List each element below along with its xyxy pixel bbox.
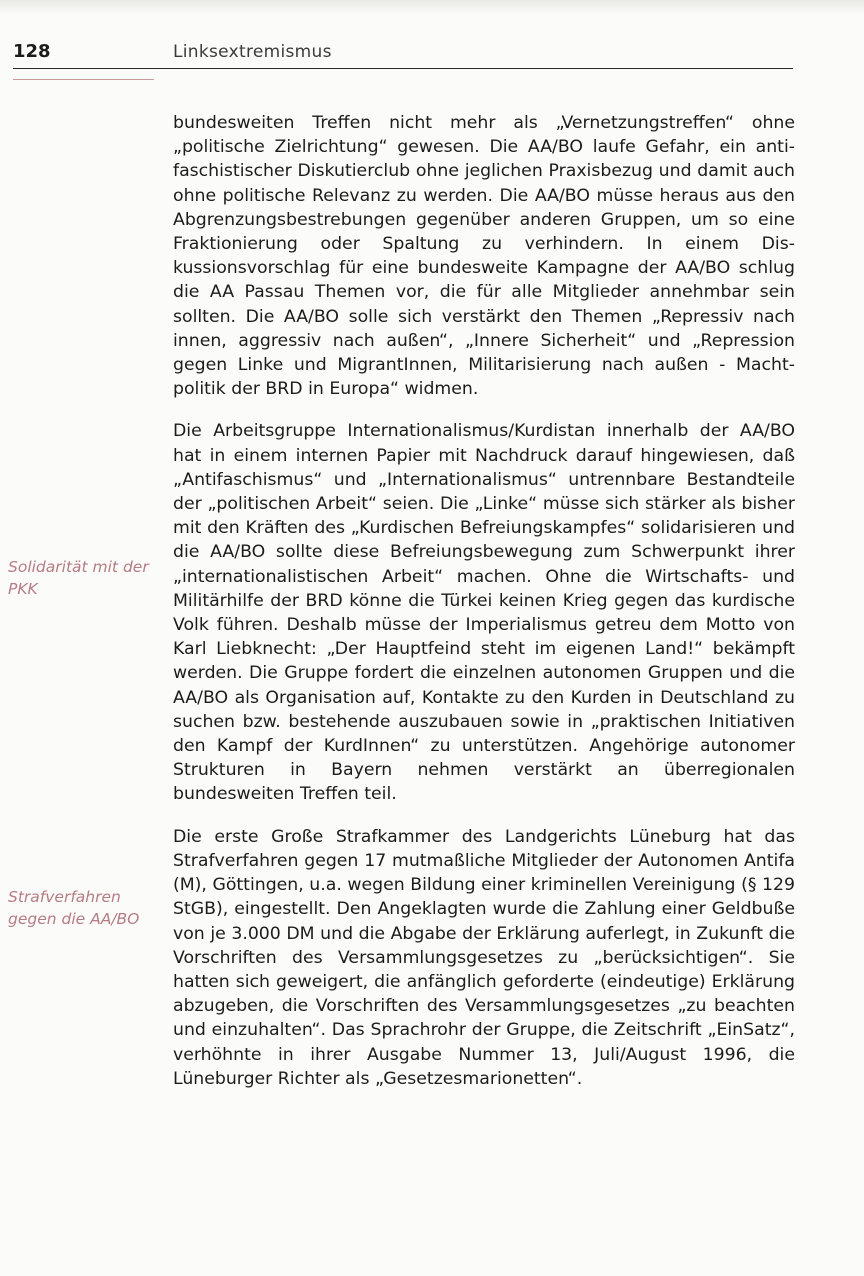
page-top-shade [0, 0, 864, 14]
page-number: 128 [13, 41, 51, 62]
body-text [173, 111, 795, 1091]
paragraph-1: bundesweiten Treffen nicht mehr als „Vernetzungstreffen“ ohne „politische Zielrichtung“ gewesen. Die AA/BO laufe Gefahr, ein antifaschistischer Diskutierclub ohne jeglichen Praxisbezug und damit auch ohne politische Relevanz zu werden. Die AA/BO müsse heraus aus den Abgrenzungsbestrebungen gegenüber anderen Gruppen, um so eine Fraktionierung oder Spaltung zu verhindern. In einem Diskussionsvorschlag für eine bundesweite Kampagne der AA/BO schlug die AA Passau Themen vor, die für alle Mitglieder annehmbar sein sollten. Die AA/BO solle sich verstärkt den Themen „Repressiv nach innen, aggressiv nach außen“, „Innere Sicherheit“ und „Repression gegen Linke und MigrantInnen, Militarisierung nach außen - Machtpolitik der BRD in Europa“ widmen. [173, 113, 795, 400]
margin-note-pkk: Solidarität mit der PKK [8, 558, 149, 598]
paragraph-2: Die Arbeitsgruppe Internationalismus/Kurdistan innerhalb der AA/BO hat in einem internen Papier mit Nachdruck darauf hingewiesen, daß „Antifaschismus“ und „Internationalismus“ untrennbare Bestandteile der „politischen Arbeit“ seien. Die „Linke“ müsse sich stärker als bisher mit den Kräften des „Kurdischen Befreiungskampfes“ solidarisieren und die AA/BO sollte diese Befreiungsbewegung zum Schwerpunkt ihrer „internationalistischen Arbeit“ machen. Ohne die Wirtschafts- und Militärhilfe der BRD könne die Türkei keinen Krieg gegen das kurdische Volk führen. Deshalb müsse der Imperialismus getreu dem Motto von Karl Liebknecht: „Der Hauptfeind steht im eigenen Land!“ bekämpft werden. Die Gruppe fordert die einzelnen autonomen Gruppen und die AA/BO als Organisation auf, Kontakte zu den Kurden in Deutschland zu suchen bzw. bestehende auszubauen sowie in „praktischen Initiativen den Kampf der KurdInnen“ zu unterstützen. Angehörige autonomer Strukturen in Bayern nehmen verstärkt an überregionalen bundesweiten Treffen teil. [173, 421, 795, 805]
running-title: Linksextremismus [173, 42, 332, 62]
margin-rule [13, 79, 154, 80]
margin-note-strafverfahren: Strafverfahren gegen die AA/BO [8, 888, 140, 928]
page-header [13, 40, 793, 70]
paragraph-3: Die erste Große Strafkammer des Landgerichts Lüneburg hat das Strafverfahren gegen 17 mutmaßliche Mitglieder der Autonomen Antifa (M), Göttingen, u.a. wegen Bildung einer kriminellen Vereinigung (§ 129 StGB), eingestellt. Den Angeklagten wurde die Zahlung einer Geldbuße von je 3.000 DM und die Abgabe der Erklärung auferlegt, in Zukunft die Vorschriften des Versammlungsgesetzes zu „berücksichtigen“. Sie hatten sich geweigert, die anfänglich geforderte (eindeutige) Erklärung abzugeben, die Vorschriften des Versammlungsgesetzes „zu beachten und einzuhalten“. Das Sprachrohr der Gruppe, die Zeitschrift „EinSatz“, verhöhnte in ihrer Ausgabe Nummer 13, Juli/August 1996, die Lüneburger Richter als „Gesetzesmarionetten“. [173, 826, 795, 1089]
header-rule [13, 68, 793, 69]
